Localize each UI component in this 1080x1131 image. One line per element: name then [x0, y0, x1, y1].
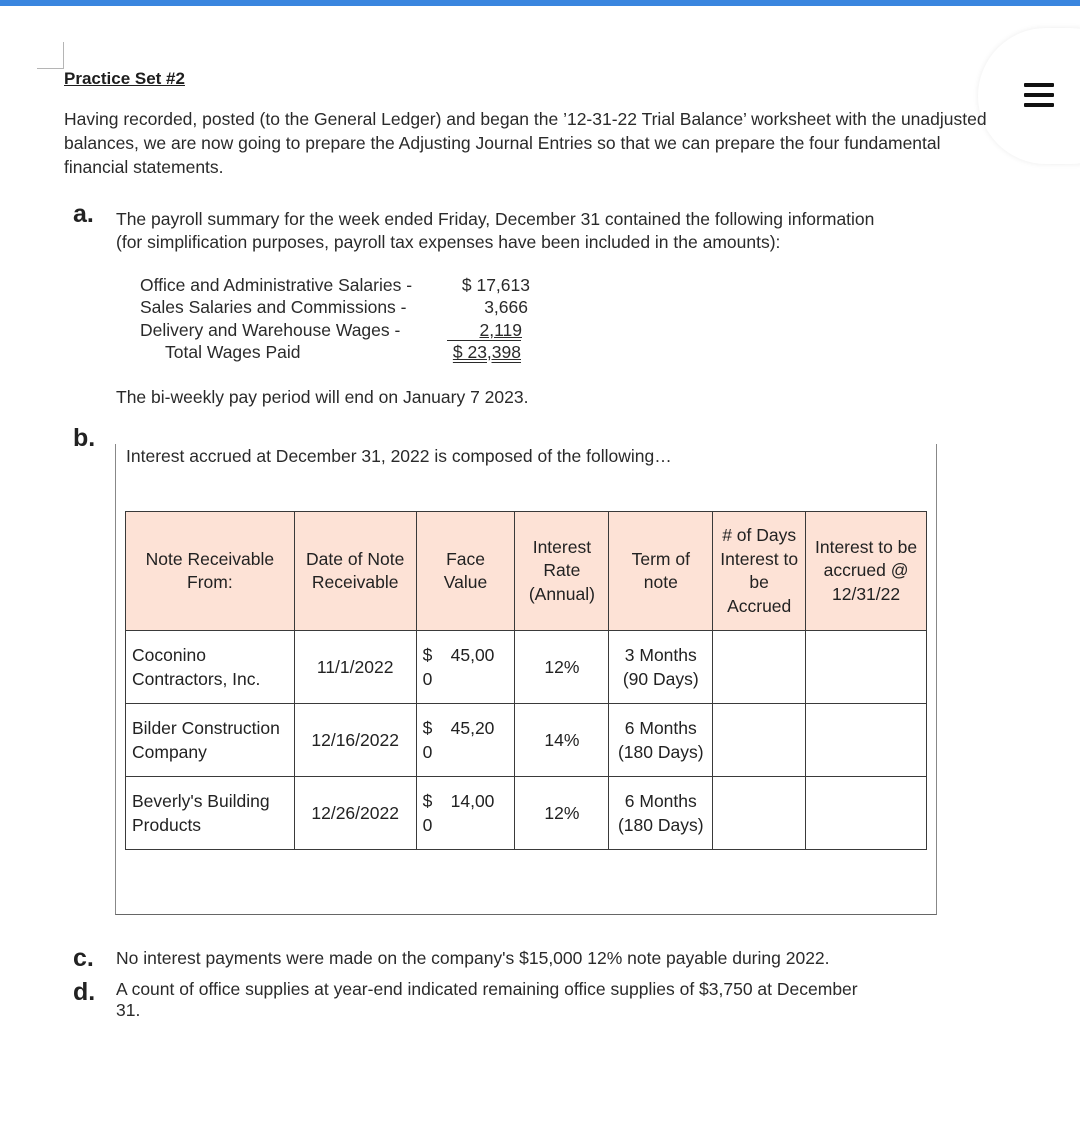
page-corner-mark	[37, 42, 64, 69]
payroll-label-office: Office and Administrative Salaries -	[140, 275, 413, 295]
cell-term: 6 Months (180 Days)	[609, 777, 713, 850]
intro-paragraph: Having recorded, posted (to the General Ledger) and began the ’12-31-22 Trial Balance’ worksheet with the unadjusted balances, we are now going to prepare the Adjusting Journal Entries so that we can prepare the four fundamental financial statements.	[64, 109, 987, 177]
header-note-from: Note Receivable From:	[126, 512, 295, 631]
notes-receivable-table	[125, 511, 927, 850]
payroll-label-delivery: Delivery and Warehouse Wages -	[140, 320, 401, 340]
cell-rate: 12%	[515, 631, 609, 704]
cell-days[interactable]	[713, 777, 806, 850]
cell-from: Bilder Construction Company	[126, 704, 295, 777]
header-interest-accrued: Interest to be accrued @ 12/31/22	[806, 512, 927, 631]
cell-date: 12/26/2022	[294, 777, 416, 850]
section-c-letter: c.	[73, 944, 94, 972]
section-a-text: The payroll summary for the week ended Friday, December 31 contained the following information (for simplification purposes, payroll tax expenses have been included in the amounts):	[116, 209, 875, 252]
header-date: Date of Note Receivable	[294, 512, 416, 631]
section-d-letter: d.	[73, 978, 96, 1006]
cell-term: 6 Months (180 Days)	[609, 704, 713, 777]
cell-face-value: $ 14,00 0	[416, 777, 515, 850]
cell-date: 12/16/2022	[294, 704, 416, 777]
cell-interest[interactable]	[806, 704, 927, 777]
payroll-amount-office: $ 17,613	[461, 275, 530, 295]
section-a-letter: a.	[73, 200, 94, 228]
section-c-text: No interest payments were made on the company's $15,000 12% note payable during 2022.	[116, 948, 830, 968]
header-term: Term of note	[609, 512, 713, 631]
table-row	[126, 777, 927, 850]
header-interest-rate: Interest Rate (Annual)	[515, 512, 609, 631]
cell-days[interactable]	[713, 631, 806, 704]
subtotal-rule	[447, 340, 521, 341]
payroll-label-sales: Sales Salaries and Commissions -	[140, 297, 407, 317]
cell-from: Coconino Contractors, Inc.	[126, 631, 295, 704]
section-b-text: Interest accrued at December 31, 2022 is composed of the following…	[126, 446, 672, 466]
cell-interest[interactable]	[806, 631, 927, 704]
top-accent-bar	[0, 0, 1080, 6]
cell-rate: 12%	[515, 777, 609, 850]
cell-interest[interactable]	[806, 777, 927, 850]
cell-term: 3 Months (90 Days)	[609, 631, 713, 704]
cell-from: Beverly's Building Products	[126, 777, 295, 850]
table-header-row	[126, 512, 927, 631]
cell-days[interactable]	[713, 704, 806, 777]
payroll-total-label: Total Wages Paid	[165, 342, 301, 362]
table-row	[126, 631, 927, 704]
section-d-text: A count of office supplies at year-end indicated remaining office supplies of $3,750 at December 31.	[116, 979, 858, 1020]
cell-face-value: $ 45,00 0	[416, 631, 515, 704]
cell-face-value: $ 45,20 0	[416, 704, 515, 777]
section-b-letter: b.	[73, 424, 96, 452]
page-title: Practice Set #2	[64, 69, 185, 88]
payroll-total-amount: $ 23,398	[452, 342, 521, 362]
table-row	[126, 704, 927, 777]
cell-date: 11/1/2022	[294, 631, 416, 704]
pay-period-note: The bi-weekly pay period will end on January 7 2023.	[116, 387, 529, 407]
header-days: # of Days Interest to be Accrued	[713, 512, 806, 631]
payroll-amount-delivery: 2,119	[479, 320, 522, 340]
hamburger-menu-icon[interactable]	[1024, 80, 1054, 110]
cell-rate: 14%	[515, 704, 609, 777]
payroll-amount-sales: 3,666	[484, 297, 528, 317]
header-face-value: Face Value	[416, 512, 515, 631]
